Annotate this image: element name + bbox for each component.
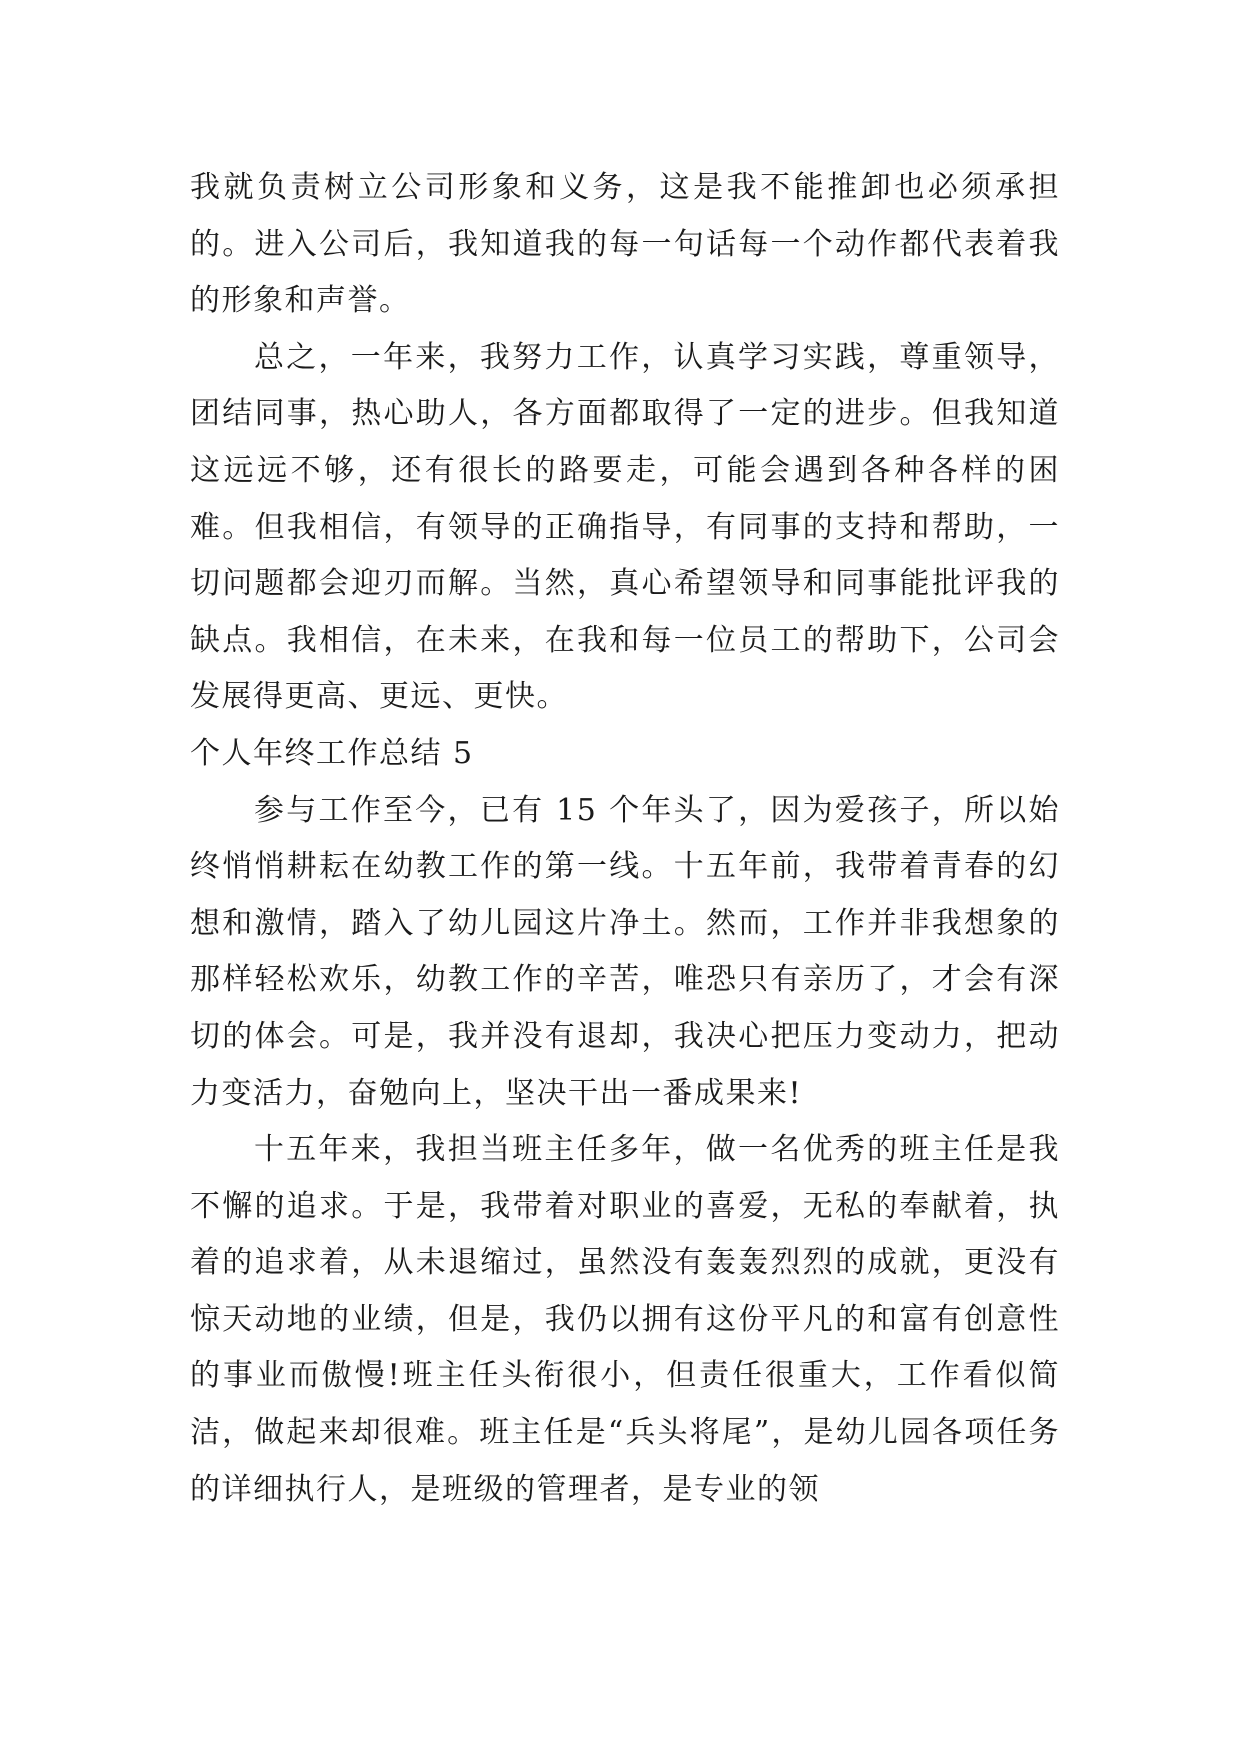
paragraph-summary: 总之，一年来，我努力工作，认真学习实践，尊重领导，团结同事，热心助人，各方面都取得了一定的进步。但我知道这远远不够，还有很长的路要走，可能会遇到各种各样的困难。但我相信，有领导的正确指导，有同事的支持和帮助，一切问题都会迎刃而解。当然，真心希望领导和同事能批评我的缺点。我相信，在未来，在我和每一位员工的帮助下，公司会发展得更高、更远、更快。: [190, 339, 1060, 715]
document-body: [190, 160, 1060, 1518]
section-heading: 个人年终工作总结 5: [190, 735, 474, 771]
paragraph-class-teacher: 十五年来，我担当班主任多年，做一名优秀的班主任是我不懈的追求。于是，我带着对职业的喜爱，无私的奉献着，执着的追求着，从未退缩过，虽然没有轰轰烈烈的成就，更没有惊天动地的业绩，但是，我仍以拥有这份平凡的和富有创意性的事业而傲慢!班主任头衔很小，但责任很重大，工作看似简洁，做起来却很难。班主任是“兵头将尾”，是幼儿园各项任务的详细执行人，是班级的管理者，是专业的领: [190, 1132, 1060, 1507]
paragraph-intro: 参与工作至今，已有 15 个年头了，因为爱孩子，所以始终悄悄耕耘在幼教工作的第一线。十五年前，我带着青春的幻想和激情，踏入了幼儿园这片净土。然而，工作并非我想象的那样轻松欢乐，幼教工作的辛苦，唯恐只有亲历了，才会有深切的体会。可是，我并没有退却，我决心把压力变动力，把动力变活力，奋勉向上，坚决干出一番成果来!: [190, 792, 1060, 1111]
paragraph-continuation: 我就负责树立公司形象和义务，这是我不能推卸也必须承担的。进入公司后，我知道我的每一句话每一个动作都代表着我的形象和声誉。: [190, 170, 1060, 319]
